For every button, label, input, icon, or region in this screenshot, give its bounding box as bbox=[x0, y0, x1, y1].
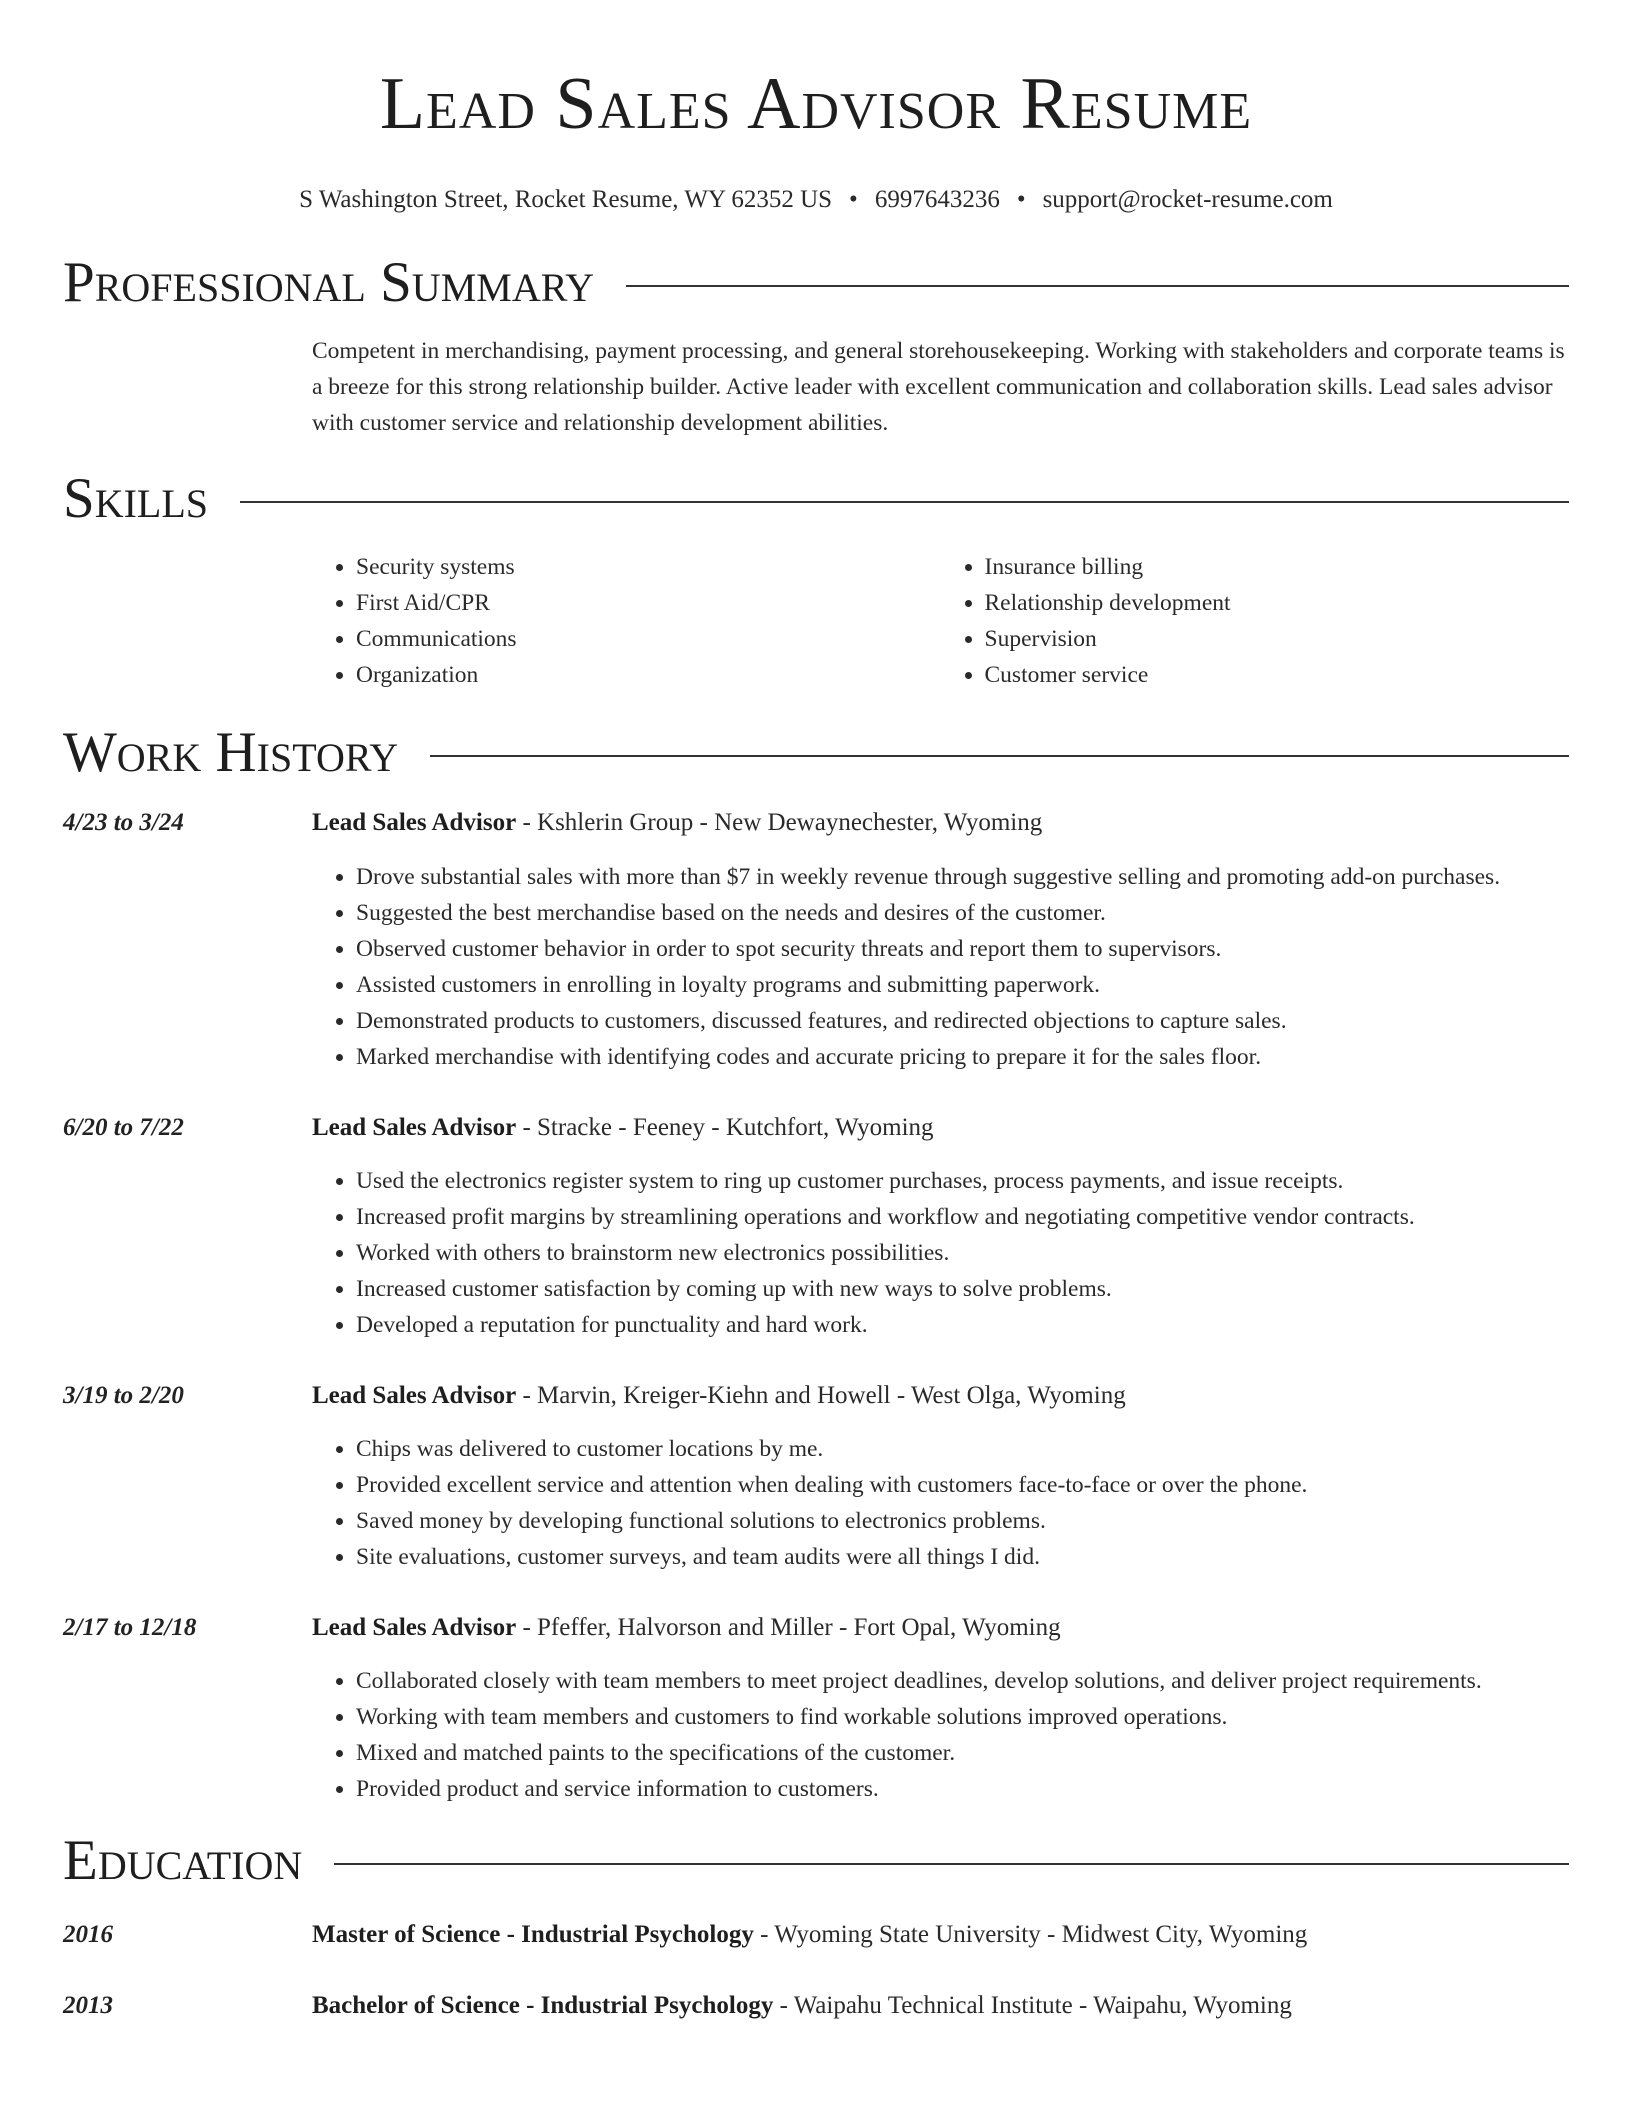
skill-item: • Security systems bbox=[356, 549, 941, 585]
work-entry bbox=[63, 805, 1569, 1075]
work-bullet: • Provided product and service information to customers. bbox=[356, 1771, 1569, 1807]
work-entry bbox=[63, 1110, 1569, 1343]
work-bullets bbox=[312, 1163, 1569, 1343]
education-degree-line bbox=[312, 1917, 1307, 1953]
work-role bbox=[312, 805, 1042, 841]
summary-heading: Professional Summary bbox=[63, 251, 595, 314]
skill-item: • Insurance billing bbox=[985, 549, 1570, 585]
work-bullet: • Mixed and matched paints to the specifications of the customer. bbox=[356, 1735, 1569, 1771]
section-divider bbox=[430, 755, 1569, 757]
skill-item: • Relationship development bbox=[985, 585, 1570, 621]
skills-column-left bbox=[312, 549, 941, 693]
degree-name: Bachelor of Science - Industrial Psychology bbox=[312, 1992, 774, 2019]
work-bullet: • Working with team members and customers to find workable solutions improved operations. bbox=[356, 1699, 1569, 1735]
work-entry-header bbox=[63, 1610, 1569, 1646]
resume-title: Lead Sales Advisor Resume bbox=[379, 63, 1253, 145]
contact-email[interactable]: support@rocket-resume.com bbox=[1042, 186, 1333, 213]
work-bullet: • Observed customer behavior in order to spot security threats and report them to supervisors. bbox=[356, 931, 1569, 967]
summary-body bbox=[312, 333, 1569, 441]
skill-item: • Customer service bbox=[985, 657, 1570, 693]
education-degree-line bbox=[312, 1988, 1292, 2024]
work-bullets bbox=[312, 1663, 1569, 1807]
skill-item: • Supervision bbox=[985, 621, 1570, 657]
contact-separator: • bbox=[1016, 186, 1026, 213]
work-role bbox=[312, 1610, 1061, 1646]
work-entry-header bbox=[63, 805, 1569, 841]
work-entry bbox=[63, 1610, 1569, 1807]
work-bullet: • Worked with others to brainstorm new electronics possibilities. bbox=[356, 1235, 1569, 1271]
skills-heading: Skills bbox=[63, 467, 209, 530]
job-title: Lead Sales Advisor bbox=[312, 1382, 517, 1409]
education-section-header bbox=[63, 1829, 1569, 1893]
work-bullet: • Chips was delivered to customer locations by me. bbox=[356, 1431, 1569, 1467]
section-divider bbox=[626, 285, 1569, 287]
work-entry bbox=[63, 1378, 1569, 1575]
work-bullet: • Demonstrated products to customers, discussed features, and redirected objections to capture sales. bbox=[356, 1003, 1569, 1039]
work-bullet: • Saved money by developing functional solutions to electronics problems. bbox=[356, 1503, 1569, 1539]
work-bullet: • Provided excellent service and attention when dealing with customers face-to-face or over the phone. bbox=[356, 1467, 1569, 1503]
work-bullet: • Drove substantial sales with more than $7 in weekly revenue through suggestive selling and promoting add-on purchases. bbox=[356, 859, 1569, 895]
job-details: - Stracke - Feeney - Kutchfort, Wyoming bbox=[516, 1114, 934, 1141]
job-title: Lead Sales Advisor bbox=[312, 809, 517, 836]
work-section-header bbox=[63, 721, 1569, 785]
degree-name: Master of Science - Industrial Psychology bbox=[312, 1921, 754, 1948]
education-year: 2013 bbox=[63, 1992, 113, 2019]
summary-section-header bbox=[63, 251, 1569, 315]
work-bullet: • Increased customer satisfaction by coming up with new ways to solve problems. bbox=[356, 1271, 1569, 1307]
work-bullets bbox=[312, 859, 1569, 1075]
section-divider bbox=[240, 501, 1569, 503]
work-bullet: • Developed a reputation for punctuality and hard work. bbox=[356, 1307, 1569, 1343]
degree-details: - Waipahu Technical Institute - Waipahu, Wyoming bbox=[773, 1992, 1292, 2019]
skill-item: • First Aid/CPR bbox=[356, 585, 941, 621]
work-entry-header bbox=[63, 1110, 1569, 1146]
contact-phone: 6997643236 bbox=[874, 186, 1000, 213]
work-dates: 2/17 to 12/18 bbox=[63, 1614, 197, 1641]
job-title: Lead Sales Advisor bbox=[312, 1614, 517, 1641]
skills-section-header bbox=[63, 467, 1569, 531]
work-entry-header bbox=[63, 1378, 1569, 1414]
work-role bbox=[312, 1378, 1126, 1414]
contact-line bbox=[63, 182, 1569, 218]
skills-column-right bbox=[941, 549, 1570, 693]
education-heading: Education bbox=[63, 1829, 303, 1892]
work-bullets bbox=[312, 1431, 1569, 1575]
work-dates: 3/19 to 2/20 bbox=[63, 1382, 184, 1409]
work-dates: 6/20 to 7/22 bbox=[63, 1114, 184, 1141]
work-bullet: • Suggested the best merchandise based on the needs and desires of the customer. bbox=[356, 895, 1569, 931]
work-bullet: • Marked merchandise with identifying codes and accurate pricing to prepare it for the sales floor. bbox=[356, 1039, 1569, 1075]
education-entry bbox=[63, 1917, 1569, 1953]
skill-item: • Communications bbox=[356, 621, 941, 657]
work-bullet: • Site evaluations, customer surveys, and team audits were all things I did. bbox=[356, 1539, 1569, 1575]
work-role bbox=[312, 1110, 934, 1146]
job-details: - Marvin, Kreiger-Kiehn and Howell - West Olga, Wyoming bbox=[516, 1382, 1126, 1409]
summary-text: Competent in merchandising, payment processing, and general storehousekeeping. Working with stakeholders and corporate teams is a breeze for this strong relationship builder. Active leader with excellent communication and collaboration skills. Lead sales advisor with customer service and relationship development abilities. bbox=[312, 338, 1565, 436]
job-details: - Pfeffer, Halvorson and Miller - Fort Opal, Wyoming bbox=[516, 1614, 1061, 1641]
work-bullet: • Collaborated closely with team members to meet project deadlines, develop solutions, and deliver project requirements. bbox=[356, 1663, 1569, 1699]
skill-item: • Organization bbox=[356, 657, 941, 693]
education-year: 2016 bbox=[63, 1921, 113, 1948]
contact-separator: • bbox=[849, 186, 858, 213]
work-bullet: • Increased profit margins by streamlining operations and workflow and negotiating competitive vendor contracts. bbox=[356, 1199, 1569, 1235]
work-heading: Work History bbox=[63, 721, 399, 784]
degree-details: - Wyoming State University - Midwest City, Wyoming bbox=[753, 1921, 1308, 1948]
job-details: - Kshlerin Group - New Dewaynechester, Wyoming bbox=[516, 809, 1043, 836]
work-dates: 4/23 to 3/24 bbox=[63, 809, 184, 836]
work-bullet: • Used the electronics register system to ring up customer purchases, process payments, and issue receipts. bbox=[356, 1163, 1569, 1199]
work-bullet: • Assisted customers in enrolling in loyalty programs and submitting paperwork. bbox=[356, 967, 1569, 1003]
skills-list bbox=[312, 549, 1569, 693]
contact-address: S Washington Street, Rocket Resume, WY 62352 US bbox=[299, 186, 833, 213]
education-entry bbox=[63, 1988, 1569, 2024]
job-title: Lead Sales Advisor bbox=[312, 1114, 517, 1141]
section-divider bbox=[334, 1863, 1569, 1865]
